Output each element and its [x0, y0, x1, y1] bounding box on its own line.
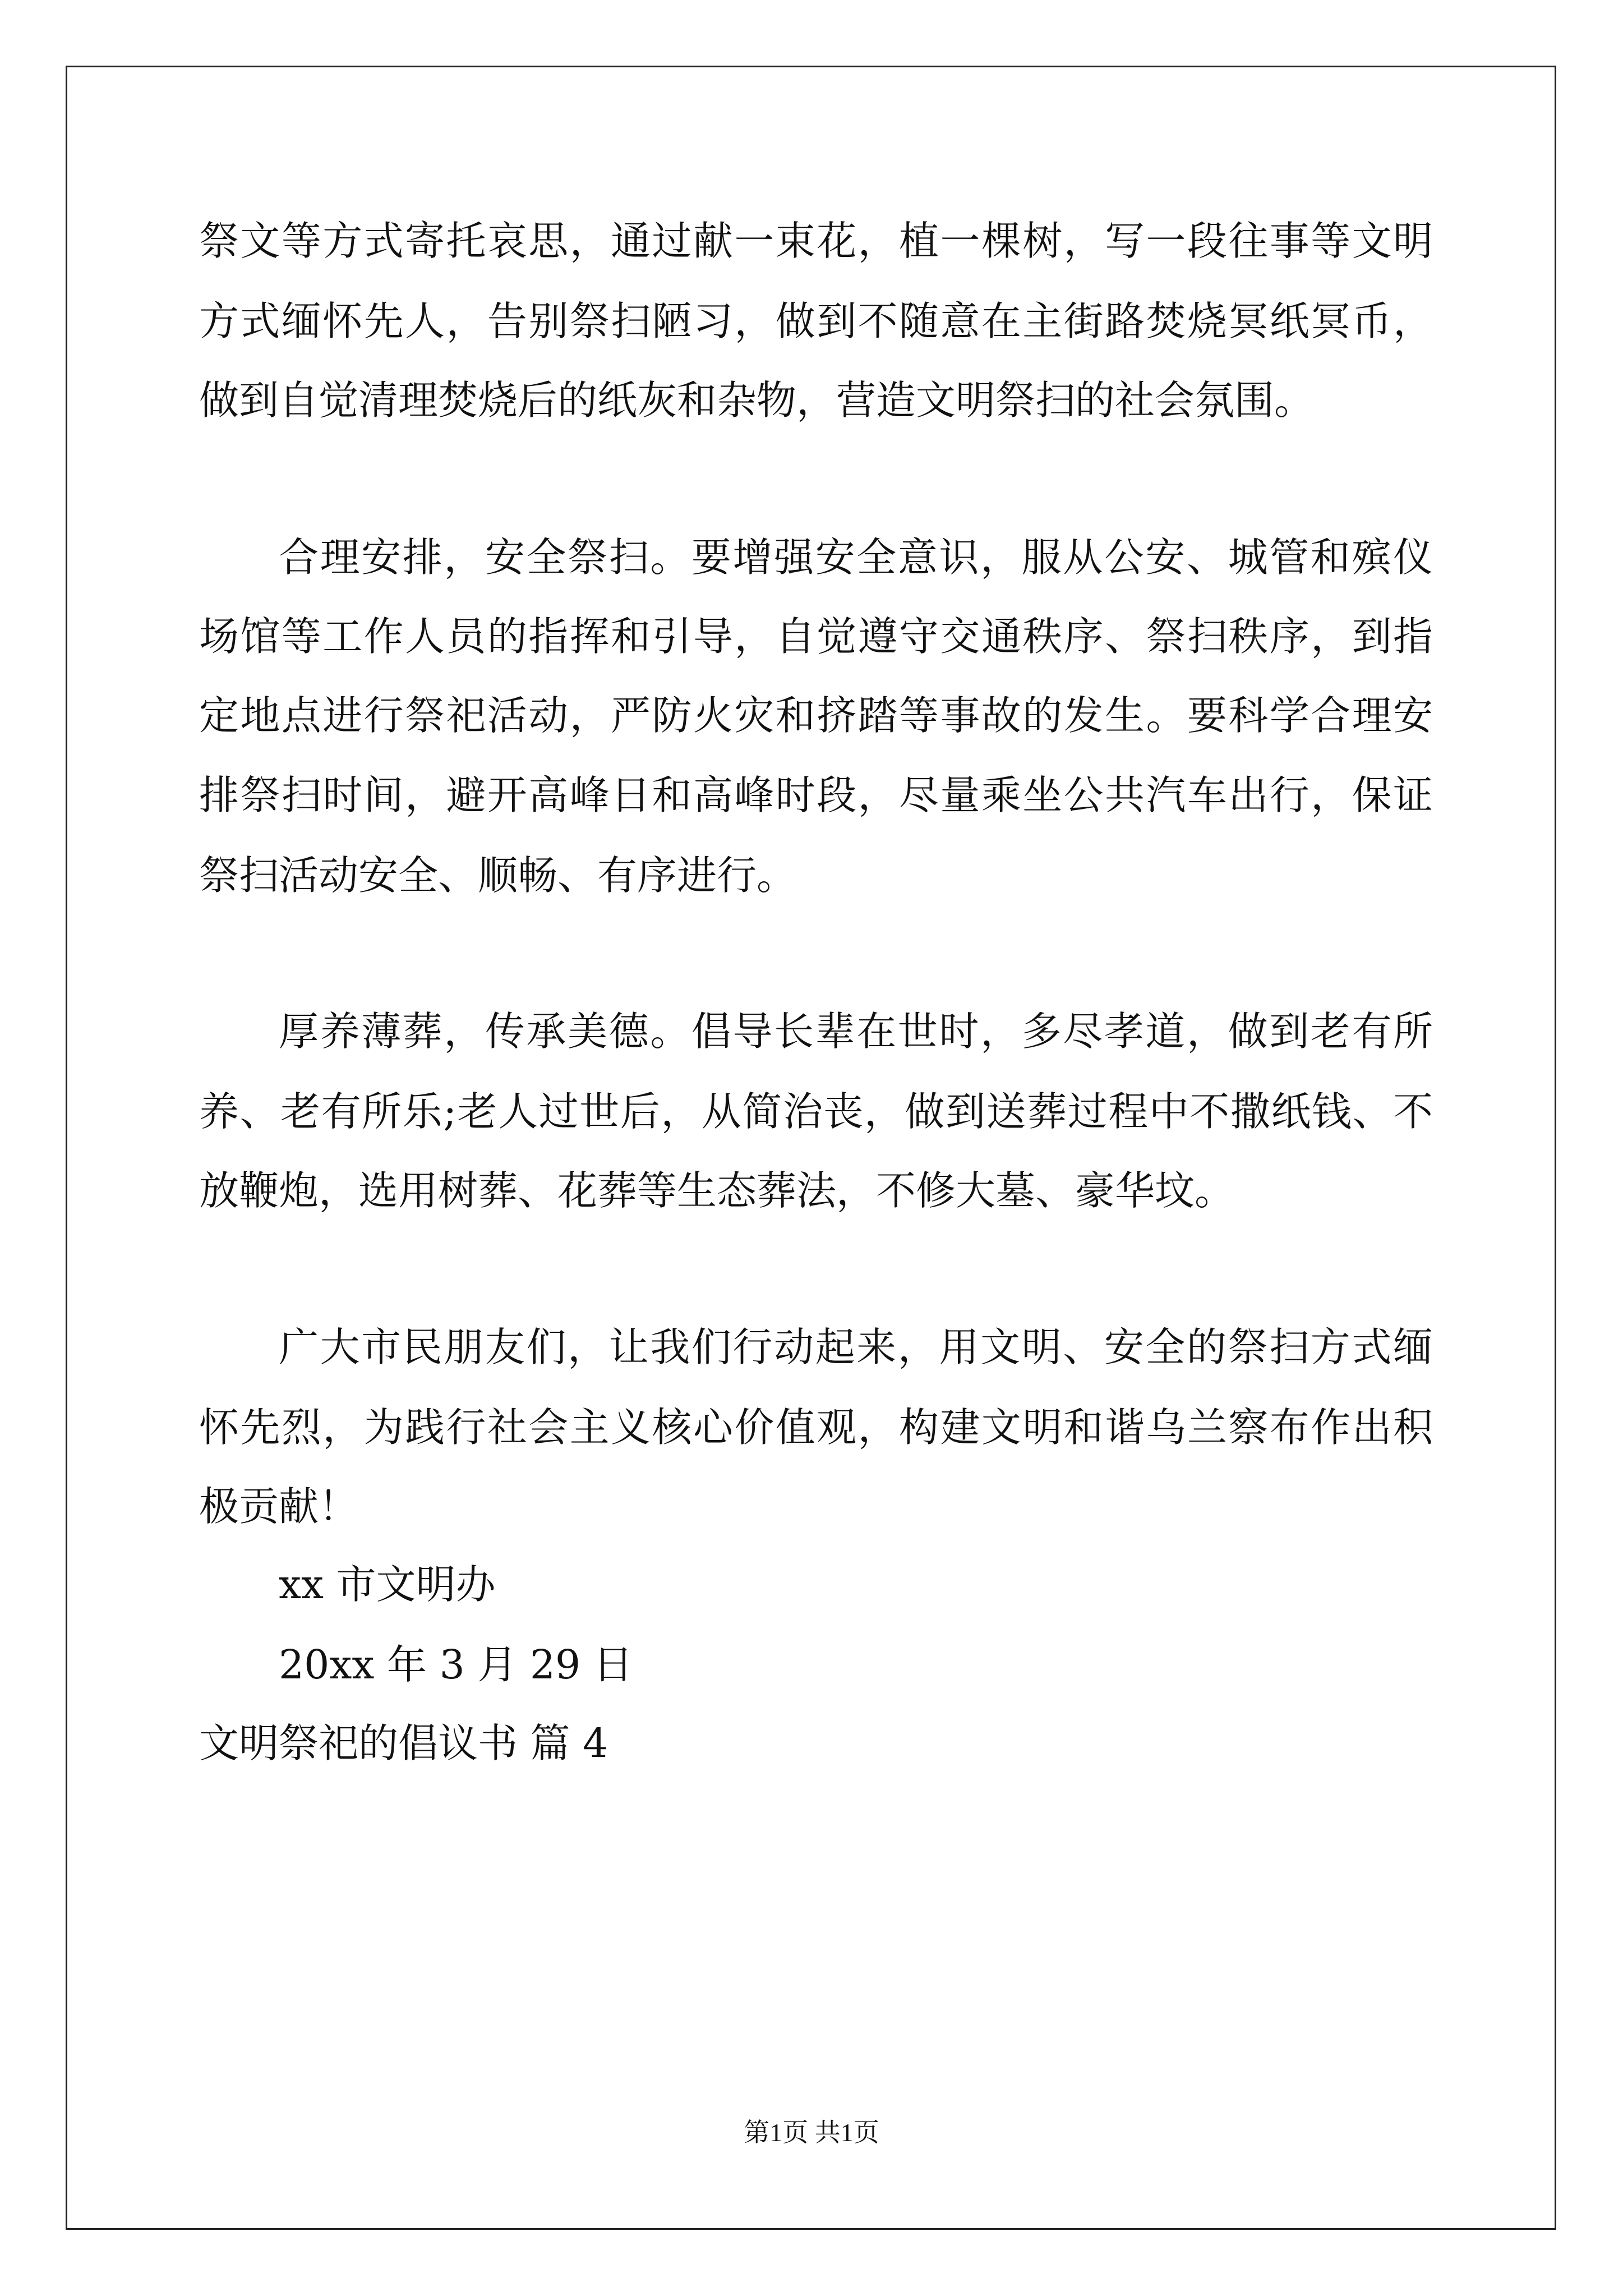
paragraph-start-line: 广大市民朋友们，让我们行动起来，用文明、安全的祭扫方式缅: [279, 1324, 1433, 1370]
body-line: 极贡献！: [199, 1483, 359, 1530]
section-heading: 文明祭祀的倡议书 篇 4: [199, 1720, 608, 1766]
body-line: 排祭扫时间，避开高峰日和高峰时段，尽量乘坐公共汽车出行，保证: [199, 772, 1433, 818]
signature-date: 20xx 年 3 月 29 日: [279, 1641, 633, 1688]
paragraph-start-line: 厚养薄葬，传承美德。倡导长辈在世时，多尽孝道，做到老有所: [279, 1008, 1433, 1055]
body-line: 祭文等方式寄托哀思，通过献一束花，植一棵树，写一段往事等文明: [199, 218, 1433, 264]
page-number-footer: 第1页 共1页: [744, 2118, 879, 2147]
body-line: 做到自觉清理焚烧后的纸灰和杂物，营造文明祭扫的社会氛围。: [199, 377, 1315, 424]
body-line: 方式缅怀先人，告别祭扫陋习，做到不随意在主街路焚烧冥纸冥币，: [199, 298, 1433, 344]
body-line: 定地点进行祭祀活动，严防火灾和挤踏等事故的发生。要科学合理安: [199, 692, 1433, 739]
body-line: 祭扫活动安全、顺畅、有序进行。: [199, 852, 797, 899]
signature-organization: xx 市文明办: [279, 1561, 496, 1608]
body-line: 放鞭炮，选用树葬、花葬等生态葬法，不修大墓、豪华坟。: [199, 1167, 1235, 1214]
paragraph-start-line: 合理安排，安全祭扫。要增强安全意识，服从公安、城管和殡仪: [279, 534, 1433, 581]
body-line: 场馆等工作人员的指挥和引导，自觉遵守交通秩序、祭扫秩序，到指: [199, 613, 1433, 660]
body-line: 养、老有所乐;老人过世后，从简治丧，做到送葬过程中不撒纸钱、不: [199, 1088, 1433, 1135]
body-line: 怀先烈，为践行社会主义核心价值观，构建文明和谐乌兰察布作出积: [199, 1404, 1433, 1451]
